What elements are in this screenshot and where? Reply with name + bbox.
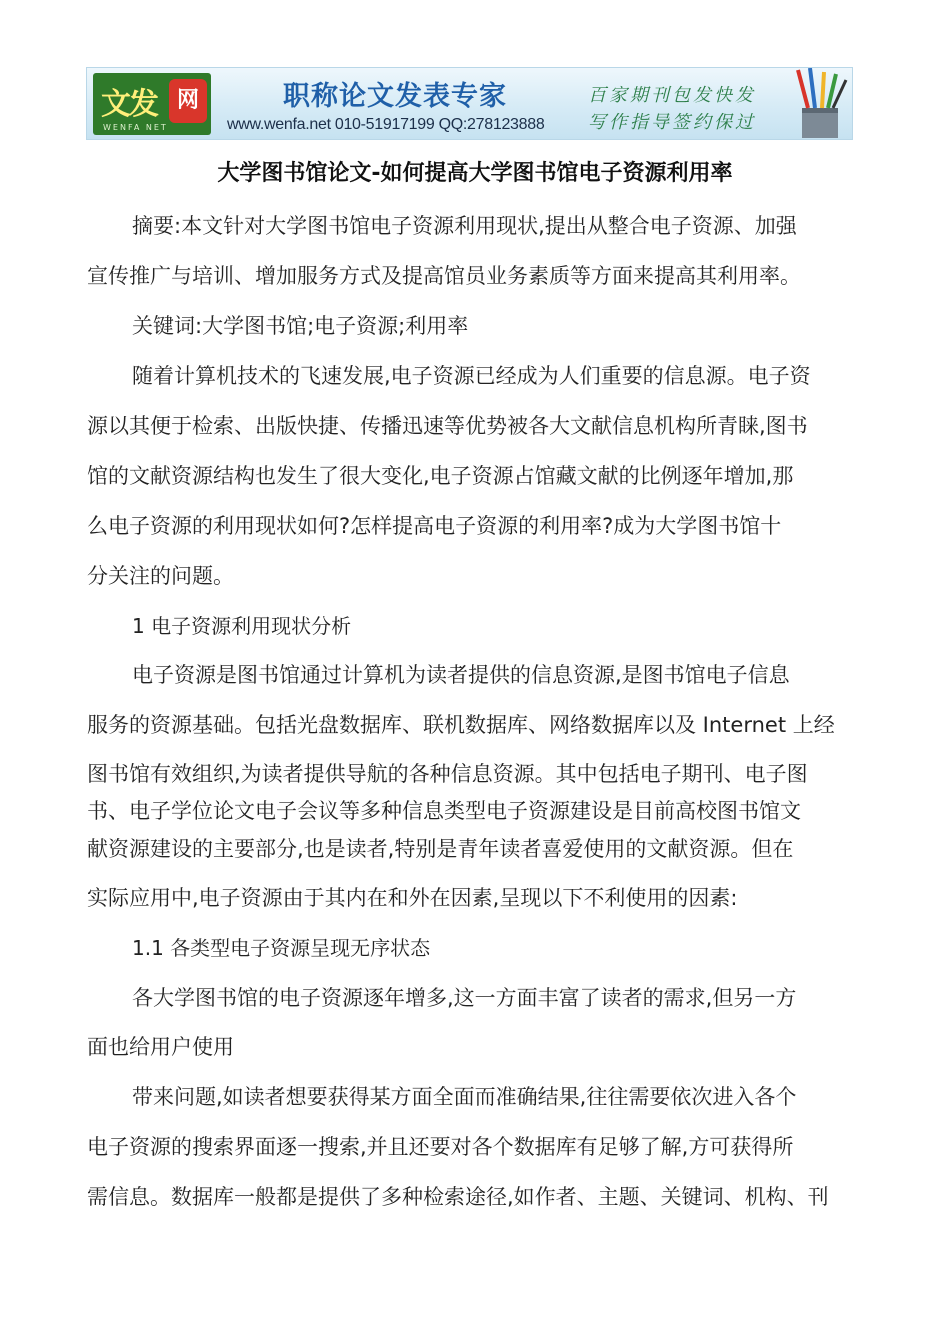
document-title: 大学图书馆论文-如何提高大学图书馆电子资源利用率 — [217, 161, 733, 186]
logo-subtext: WENFA NET — [103, 123, 168, 132]
section1-line-1: 电子资源是图书馆通过计算机为读者提供的信息资源,是图书馆电子信息 — [132, 663, 790, 687]
section-heading-1-1: 1.1 各类型电子资源呈现无序状态 — [132, 936, 431, 960]
section1-line-4: 书、电子学位论文电子会议等多种信息类型电子资源建设是目前高校图书馆文 — [87, 799, 801, 823]
header-banner — [86, 67, 853, 140]
keywords-line: 关键词:大学图书馆;电子资源;利用率 — [132, 314, 469, 338]
section11-line-5: 需信息。数据库一般都是提供了多种检索途径,如作者、主题、关键词、机构、刊 — [87, 1185, 829, 1209]
pencils-cup-icon — [788, 68, 850, 139]
section1-line-2: 服务的资源基础。包括光盘数据库、联机数据库、网络数据库以及 Internet 上经 — [87, 713, 835, 737]
banner-slogan-1: 百家期刊包发快发 — [588, 85, 756, 106]
section-heading-1: 1 电子资源利用现状分析 — [132, 614, 352, 638]
section11-line-1: 各大学图书馆的电子资源逐年增多,这一方面丰富了读者的需求,但另一方 — [132, 986, 797, 1010]
banner-title: 职称论文发表专家 — [283, 81, 507, 112]
banner-contact: www.wenfa.net 010-51917199 QQ:278123888 — [227, 116, 545, 133]
section11-line-2: 面也给用户使用 — [87, 1035, 234, 1059]
section11-line-4: 电子资源的搜索界面逐一搜索,并且还要对各个数据库有足够了解,方可获得所 — [87, 1135, 794, 1159]
intro-line-5: 分关注的问题。 — [87, 564, 234, 588]
abstract-line-2: 宣传推广与培训、增加服务方式及提高馆员业务素质等方面来提高其利用率。 — [87, 264, 801, 288]
section1-line-3: 图书馆有效组织,为读者提供导航的各种信息资源。其中包括电子期刊、电子图 — [87, 762, 808, 786]
abstract-line-1: 摘要:本文针对大学图书馆电子资源利用现状,提出从整合电子资源、加强 — [132, 214, 797, 238]
intro-line-4: 么电子资源的利用现状如何?怎样提高电子资源的利用率?成为大学图书馆十 — [87, 514, 782, 538]
logo-badge: 网 — [169, 79, 207, 123]
intro-line-3: 馆的文献资源结构也发生了很大变化,电子资源占馆藏文献的比例逐年增加,那 — [87, 464, 794, 488]
intro-line-1: 随着计算机技术的飞速发展,电子资源已经成为人们重要的信息源。电子资 — [132, 364, 811, 388]
banner-slogan-2: 写作指导签约保过 — [588, 112, 756, 133]
section1-line-5: 献资源建设的主要部分,也是读者,特别是青年读者喜爱使用的文献资源。但在 — [87, 837, 794, 861]
intro-line-2: 源以其便于检索、出版快捷、传播迅速等优势被各大文献信息机构所青睐,图书 — [87, 414, 808, 438]
logo-text: 文发 — [101, 87, 157, 122]
section11-line-3: 带来问题,如读者想要获得某方面全面而准确结果,往往需要依次进入各个 — [132, 1085, 797, 1109]
section1-line-6: 实际应用中,电子资源由于其内在和外在因素,呈现以下不利使用的因素: — [87, 886, 738, 910]
wenfa-logo — [93, 73, 211, 135]
